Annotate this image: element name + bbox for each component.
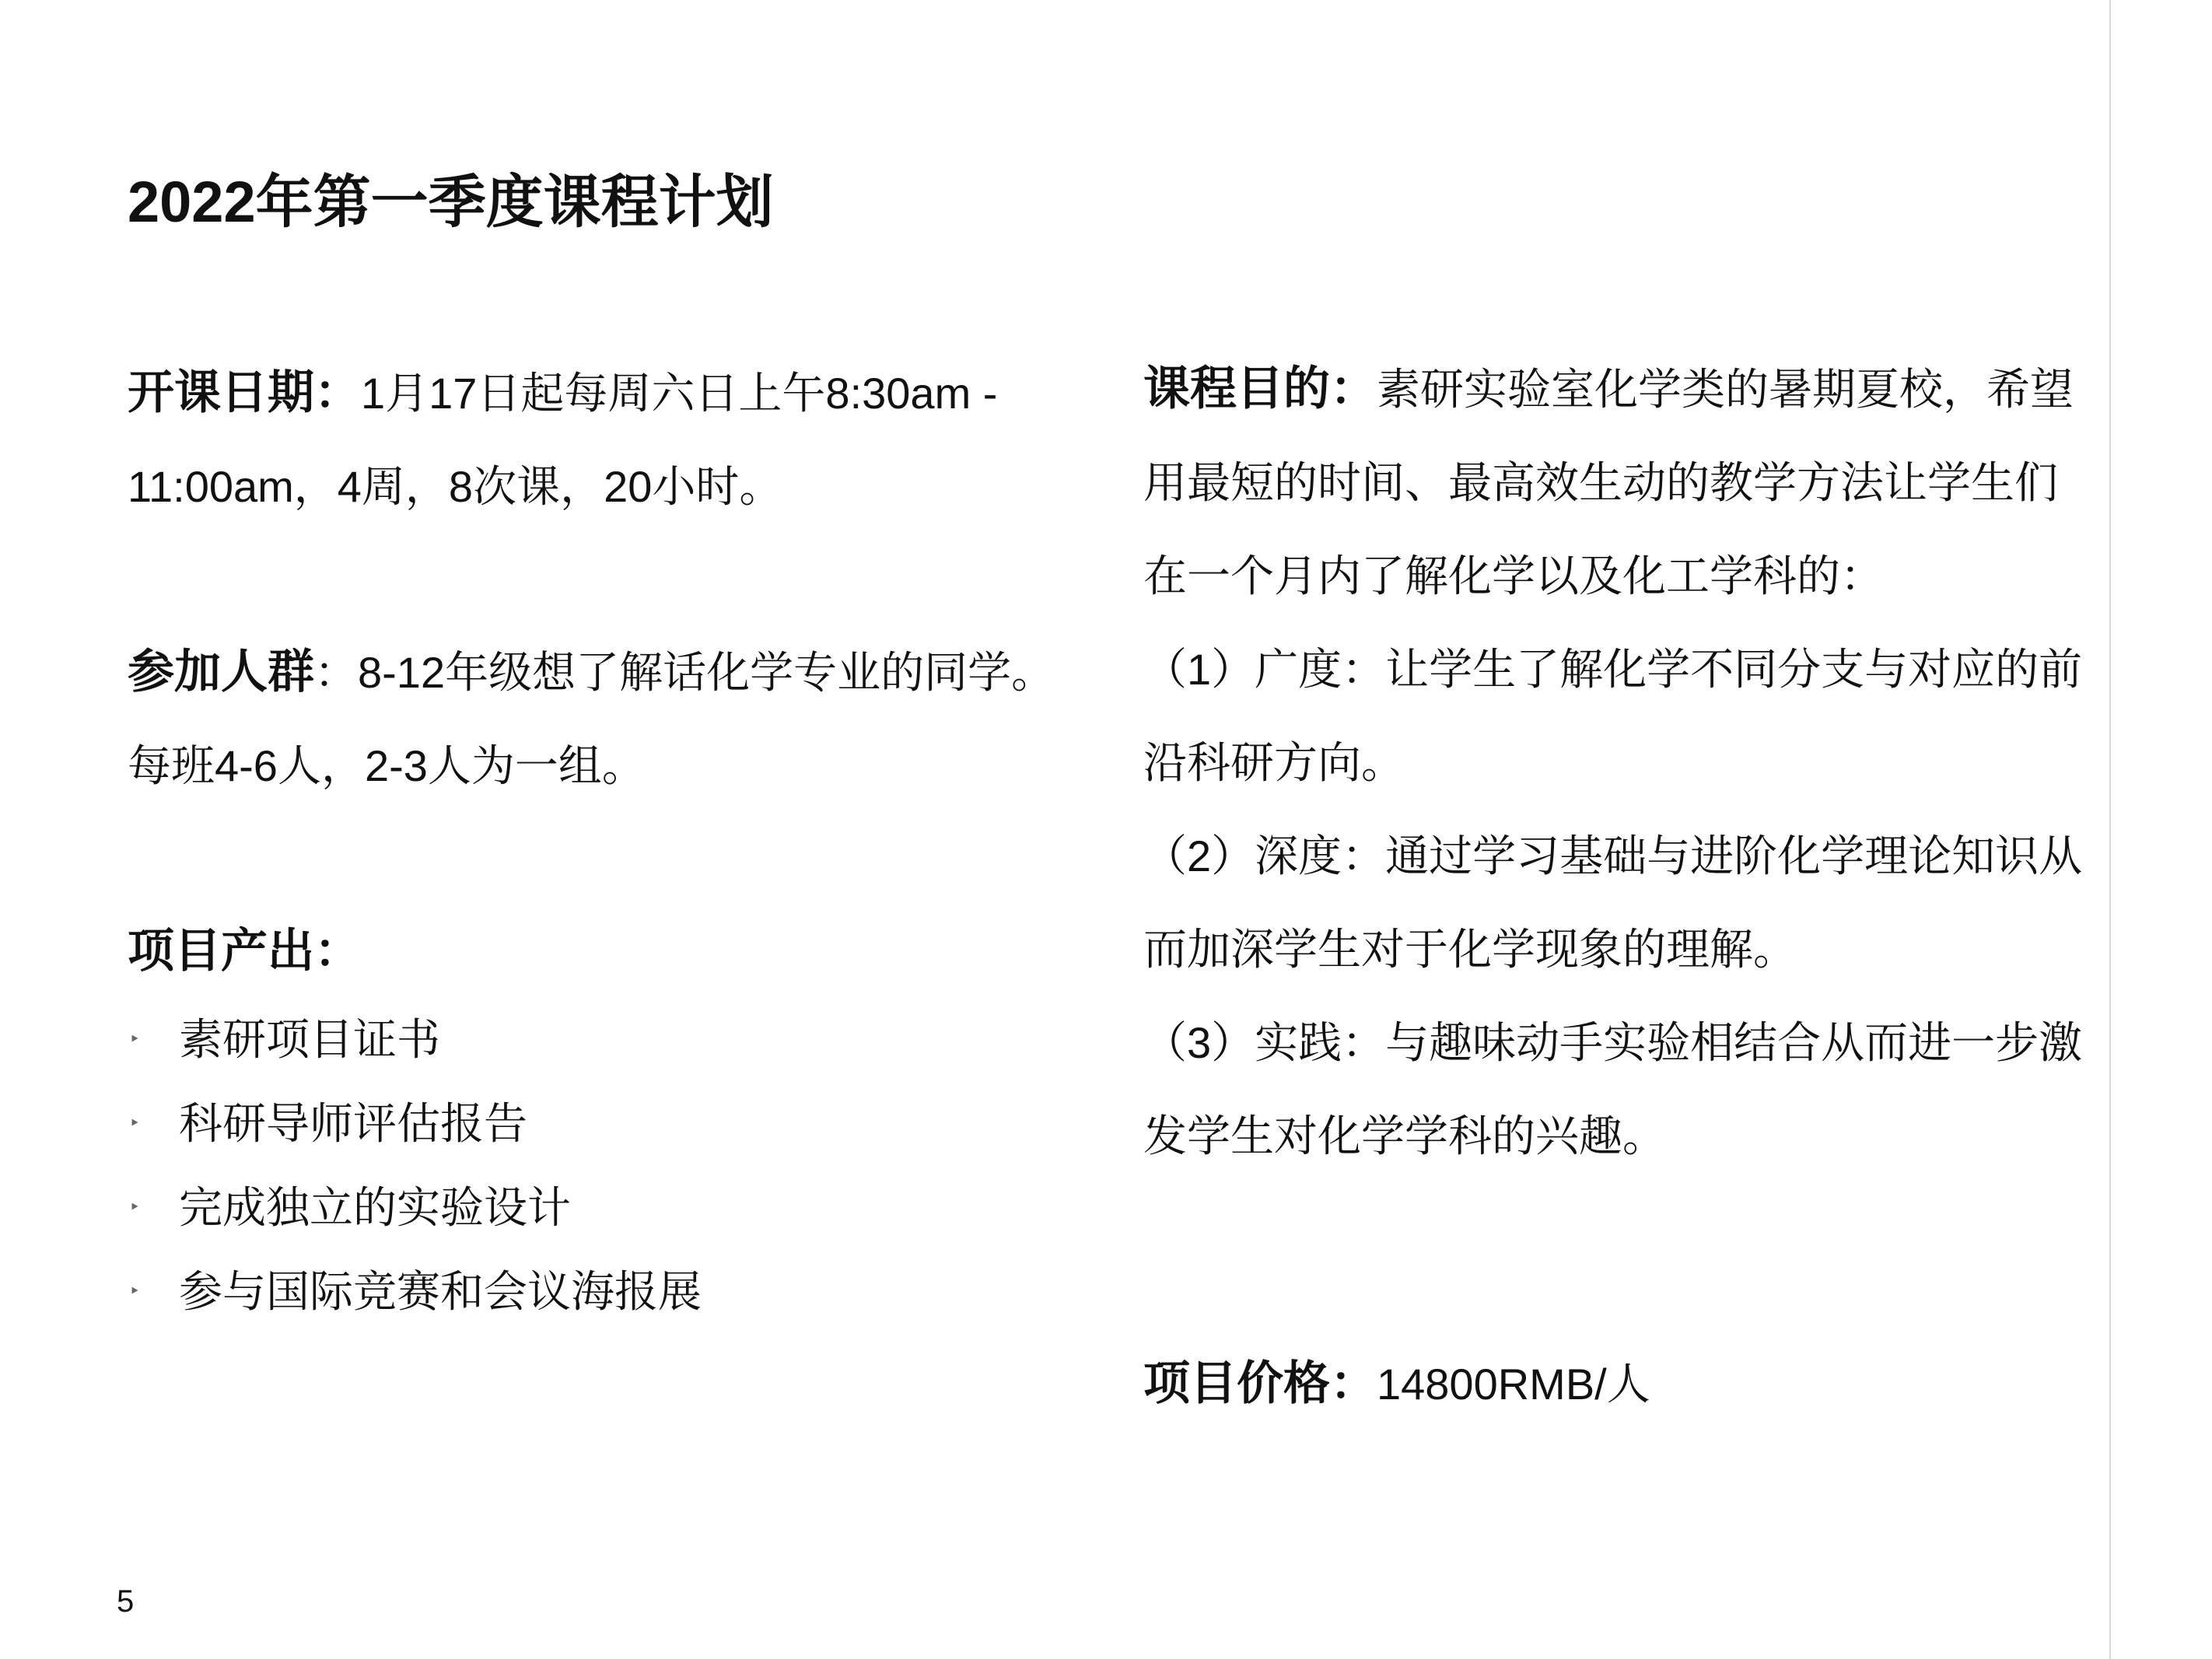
- list-item: [128, 1250, 1084, 1334]
- purpose-label: 课程目的：: [1143, 362, 1377, 415]
- list-item-text: 参与国际竞赛和会议海报展: [179, 1267, 702, 1316]
- audience-paragraph: [128, 625, 1084, 813]
- list-item: [128, 998, 1084, 1082]
- bullet-icon: ‣: [129, 1281, 141, 1302]
- purpose-point-depth: （2）深度：通过学习基础与进阶化学理论知识从而加深学生对于化学现象的理解。: [1143, 831, 2083, 974]
- purpose-point-practice: （3）实践：与趣味动手实验相结合从而进一步激发学生对化学学科的兴趣。: [1143, 1018, 2083, 1160]
- outputs-heading: 项目产出：: [128, 925, 361, 977]
- price-label: 项目价格：: [1143, 1357, 1377, 1409]
- outputs-list: [128, 998, 1084, 1334]
- left-column: [128, 346, 1084, 1334]
- outputs-section: [128, 905, 1084, 1334]
- bullet-icon: ‣: [129, 1113, 141, 1134]
- purpose-point-breadth: （1）广度：让学生了解化学不同分支与对应的前沿科研方向。: [1143, 645, 2083, 787]
- bullet-icon: ‣: [129, 1197, 141, 1218]
- course-date-paragraph: [128, 346, 1084, 534]
- purpose-intro: 素研实验室化学类的暑期夏校，希望用最短的时间、最高效生动的教学方法让学生们在一个月内了解化学以及化工学科的：: [1143, 365, 2074, 600]
- course-date-text: 1月17日起每周六日上午8:30am - 11:00am，4周，8次课，20小时。: [128, 369, 998, 511]
- audience-label: 参加人群: [128, 646, 314, 698]
- bullet-icon: ‣: [129, 1029, 141, 1050]
- list-item: [128, 1166, 1084, 1250]
- list-item-text: 科研导师评估报告: [179, 1099, 527, 1148]
- purpose-paragraph: [1143, 342, 2100, 623]
- page-title: 2022年第一季度课程计划: [128, 170, 774, 234]
- list-item-text: 完成独立的实验设计: [179, 1183, 571, 1232]
- right-column: [1143, 342, 2100, 1431]
- price-paragraph: [1143, 1337, 2100, 1431]
- slide-edge-divider: [2109, 0, 2111, 1659]
- list-item-text: 素研项目证书: [179, 1015, 440, 1064]
- course-date-label: 开课日期：: [128, 366, 361, 418]
- page-number: 5: [117, 1584, 135, 1619]
- audience-text: ：8-12年级想了解话化学专业的同学。每班4-6人，2-3人为一组。: [128, 648, 1055, 790]
- list-item: [128, 1082, 1084, 1166]
- price-value: 14800RMB/人: [1377, 1360, 1650, 1409]
